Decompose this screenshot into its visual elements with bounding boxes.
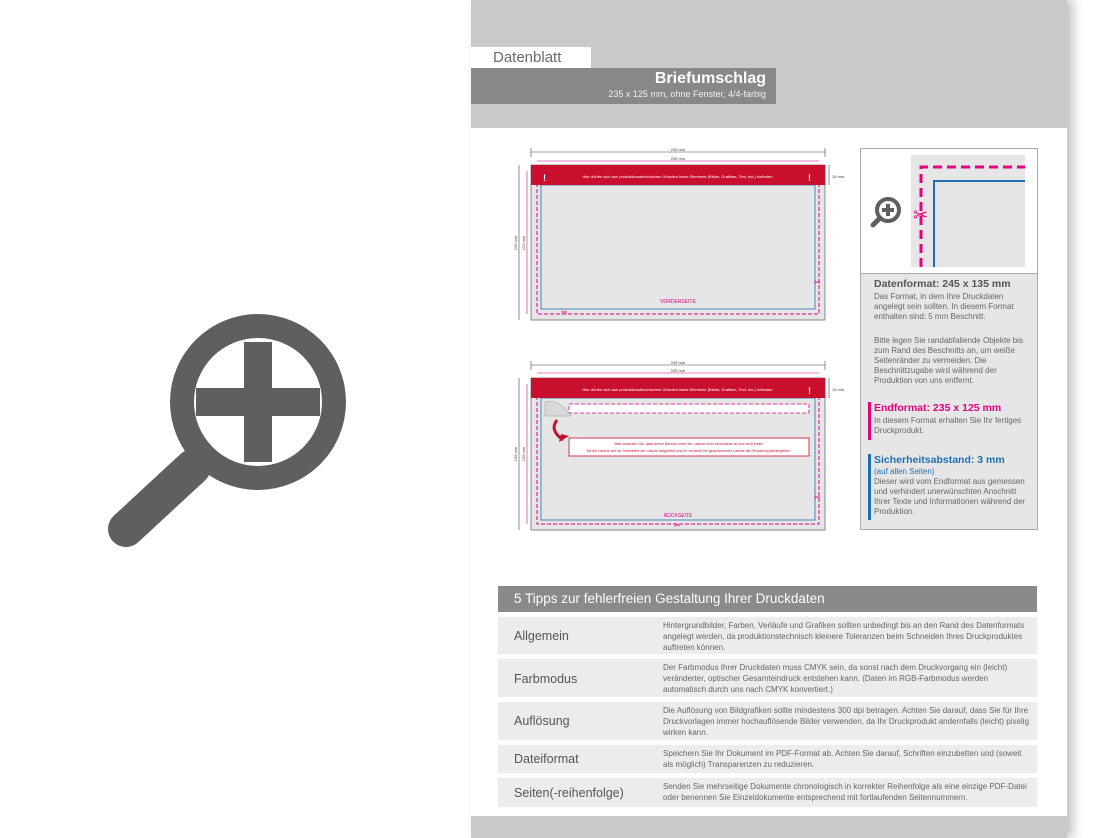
footer-band [471,816,1067,838]
dim-outer-width: 245 mm [670,147,686,152]
tips-table [498,586,1037,807]
datenformat-title: Datenformat: 245 x 135 mm [874,278,1011,290]
dim-side: 15 mm [832,174,845,179]
back-dim-inner-height: 125 mm [521,446,526,462]
sicherheit-title: Sicherheitsabstand: 3 mm [874,454,1005,466]
table-row [498,778,1037,807]
tips-header: 5 Tipps zur fehlerfreien Gestaltung Ihrer Druckdaten [498,586,1037,612]
back-warning-line-1: Bitte beachten Sie, dass dieser Bereich unter der Lasche nicht bedruckbar ist und weiß bleibt. [614,442,764,446]
svg-text:✂: ✂ [913,205,929,225]
back-notice-text: Hier dürfen sich aus produktionstechnischen Gründen keine Elemente (Bilder, Grafiken, Text, etc.) befinden. [582,387,774,392]
table-row [498,617,1037,654]
sicherheit-text: Dieser wird vom Endformat aus gemessen und verhindert unerwünschten Anschnitt Ihrer Texte und Informationen während der Produktion. [874,477,1026,516]
svg-text:✂: ✂ [561,308,568,317]
tip-text: Hintergrundbilder, Farben, Verläufe und Grafiken sollten unbedingt bis an den Rand des Datenformats angelegt werden, da produktionstechnisch kleinere Toleranzen beim Schneiden Ihres Druckproduktes auftreten können. [663,621,1025,652]
dim-outer-height: 135 mm [513,235,518,251]
datasheet-page [471,0,1067,838]
front-side-diagram [509,145,854,330]
tip-label: Seiten(-reihenfolge) [514,786,624,800]
info-panel [860,148,1038,530]
svg-text:!: ! [543,173,546,183]
table-row [498,702,1037,740]
front-notice-text: Hier dürfen sich aus produktionstechnischen Gründen keine Elemente (Bilder, Grafiken, Text, etc.) befinden. [582,174,774,179]
page-title: Briefumschlag [654,70,766,87]
tip-text: Der Farbmodus Ihrer Druckdaten muss CMYK sein, da sonst nach dem Druckvorgang ein (leicht) veränderter, optischer Gesamteindruck entstehen kann. (Daten im RGB-Farbmodus werden automatisch durch uns nach CMYK konvertiert.) [663,663,1008,694]
endformat-marker [868,402,871,440]
back-warning-line-2: Da die Lasche auf der Innenseite der Lasche aufgeführt und Ihr verdeckt bei geschlossener Lasche die Gestaltung wiedergeben. [586,449,792,453]
sicherheit-marker [868,454,871,520]
svg-text:!: ! [808,386,811,396]
back-side-label: RÜCKSEITE [663,513,693,519]
back-dim-inner-width: 235 mm [670,368,686,373]
dim-inner-width: 235 mm [670,156,686,161]
back-dim-outer-width: 245 mm [670,360,686,365]
tip-label: Farbmodus [514,672,578,686]
tip-label: Auflösung [514,714,570,728]
zoom-in-icon[interactable] [100,305,365,555]
endformat-text: In diesem Format erhalten Sie Ihr fertiges Druckprodukt. [874,416,1022,435]
sicherheit-subtitle: (auf allen Seiten) [874,467,935,476]
corner-detail-box[interactable] [860,148,1038,274]
front-side-label: VORDERSEITE [660,299,696,305]
page-subtitle: 235 x 125 mm, ohne Fenster, 4/4-farbig [608,89,766,99]
svg-text:!: ! [808,173,811,183]
back-dim-side: 15 mm [832,387,845,392]
back-side-diagram [509,358,854,558]
title-bar [471,68,776,104]
svg-text:✂: ✂ [814,278,821,287]
datenformat-hint: Bitte legen Sie randabfallende Objekte bis zum Rand des Beschnitts an, um weiße Seitenränder zu vermeiden. Die Beschnittzugabe wird während der Produktion von uns entfernt. [874,336,1023,385]
tip-text: Die Auflösung von Bildgrafiken sollte mindestens 300 dpi betragen. Achten Sie darauf, dass Sie für Ihre Druckvorlagen immer hochauflösende Bilder verwenden, da Ihr Druckprodukt andernfalls (leicht) pixelig wirken kann. [663,706,1029,737]
tip-text: Speichern Sie Ihr Dokument im PDF-Format ab. Achten Sie darauf, Schriften einzubetten und (soweit als möglich) Transparenzen zu reduzieren. [663,749,1022,769]
svg-text:✂: ✂ [814,493,821,502]
table-row [498,745,1037,773]
back-dim-outer-height: 135 mm [513,446,518,462]
format-legend [860,274,1038,530]
svg-text:✂: ✂ [674,521,681,530]
table-row [498,659,1037,697]
datasheet-tab: Datenblatt [471,47,591,68]
corner-detail-illustration [861,149,1037,273]
tip-label: Allgemein [514,629,569,643]
tip-label: Dateiformat [514,752,579,766]
endformat-title: Endformat: 235 x 125 mm [874,402,1002,414]
dim-inner-height: 125 mm [521,235,526,251]
tip-text: Senden Sie mehrseitige Dokumente chronologisch in korrekter Reihenfolge als eine einzige PDF-Datei oder benennen Sie Einzeldokumente entsprechend mit fortlaufenden Seitennummern. [663,782,1027,802]
datenformat-text: Das Format, in dem Ihre Druckdaten angelegt sein sollten. In diesem Format enthalten sind: 5 mm Beschnitt. [874,292,1014,321]
